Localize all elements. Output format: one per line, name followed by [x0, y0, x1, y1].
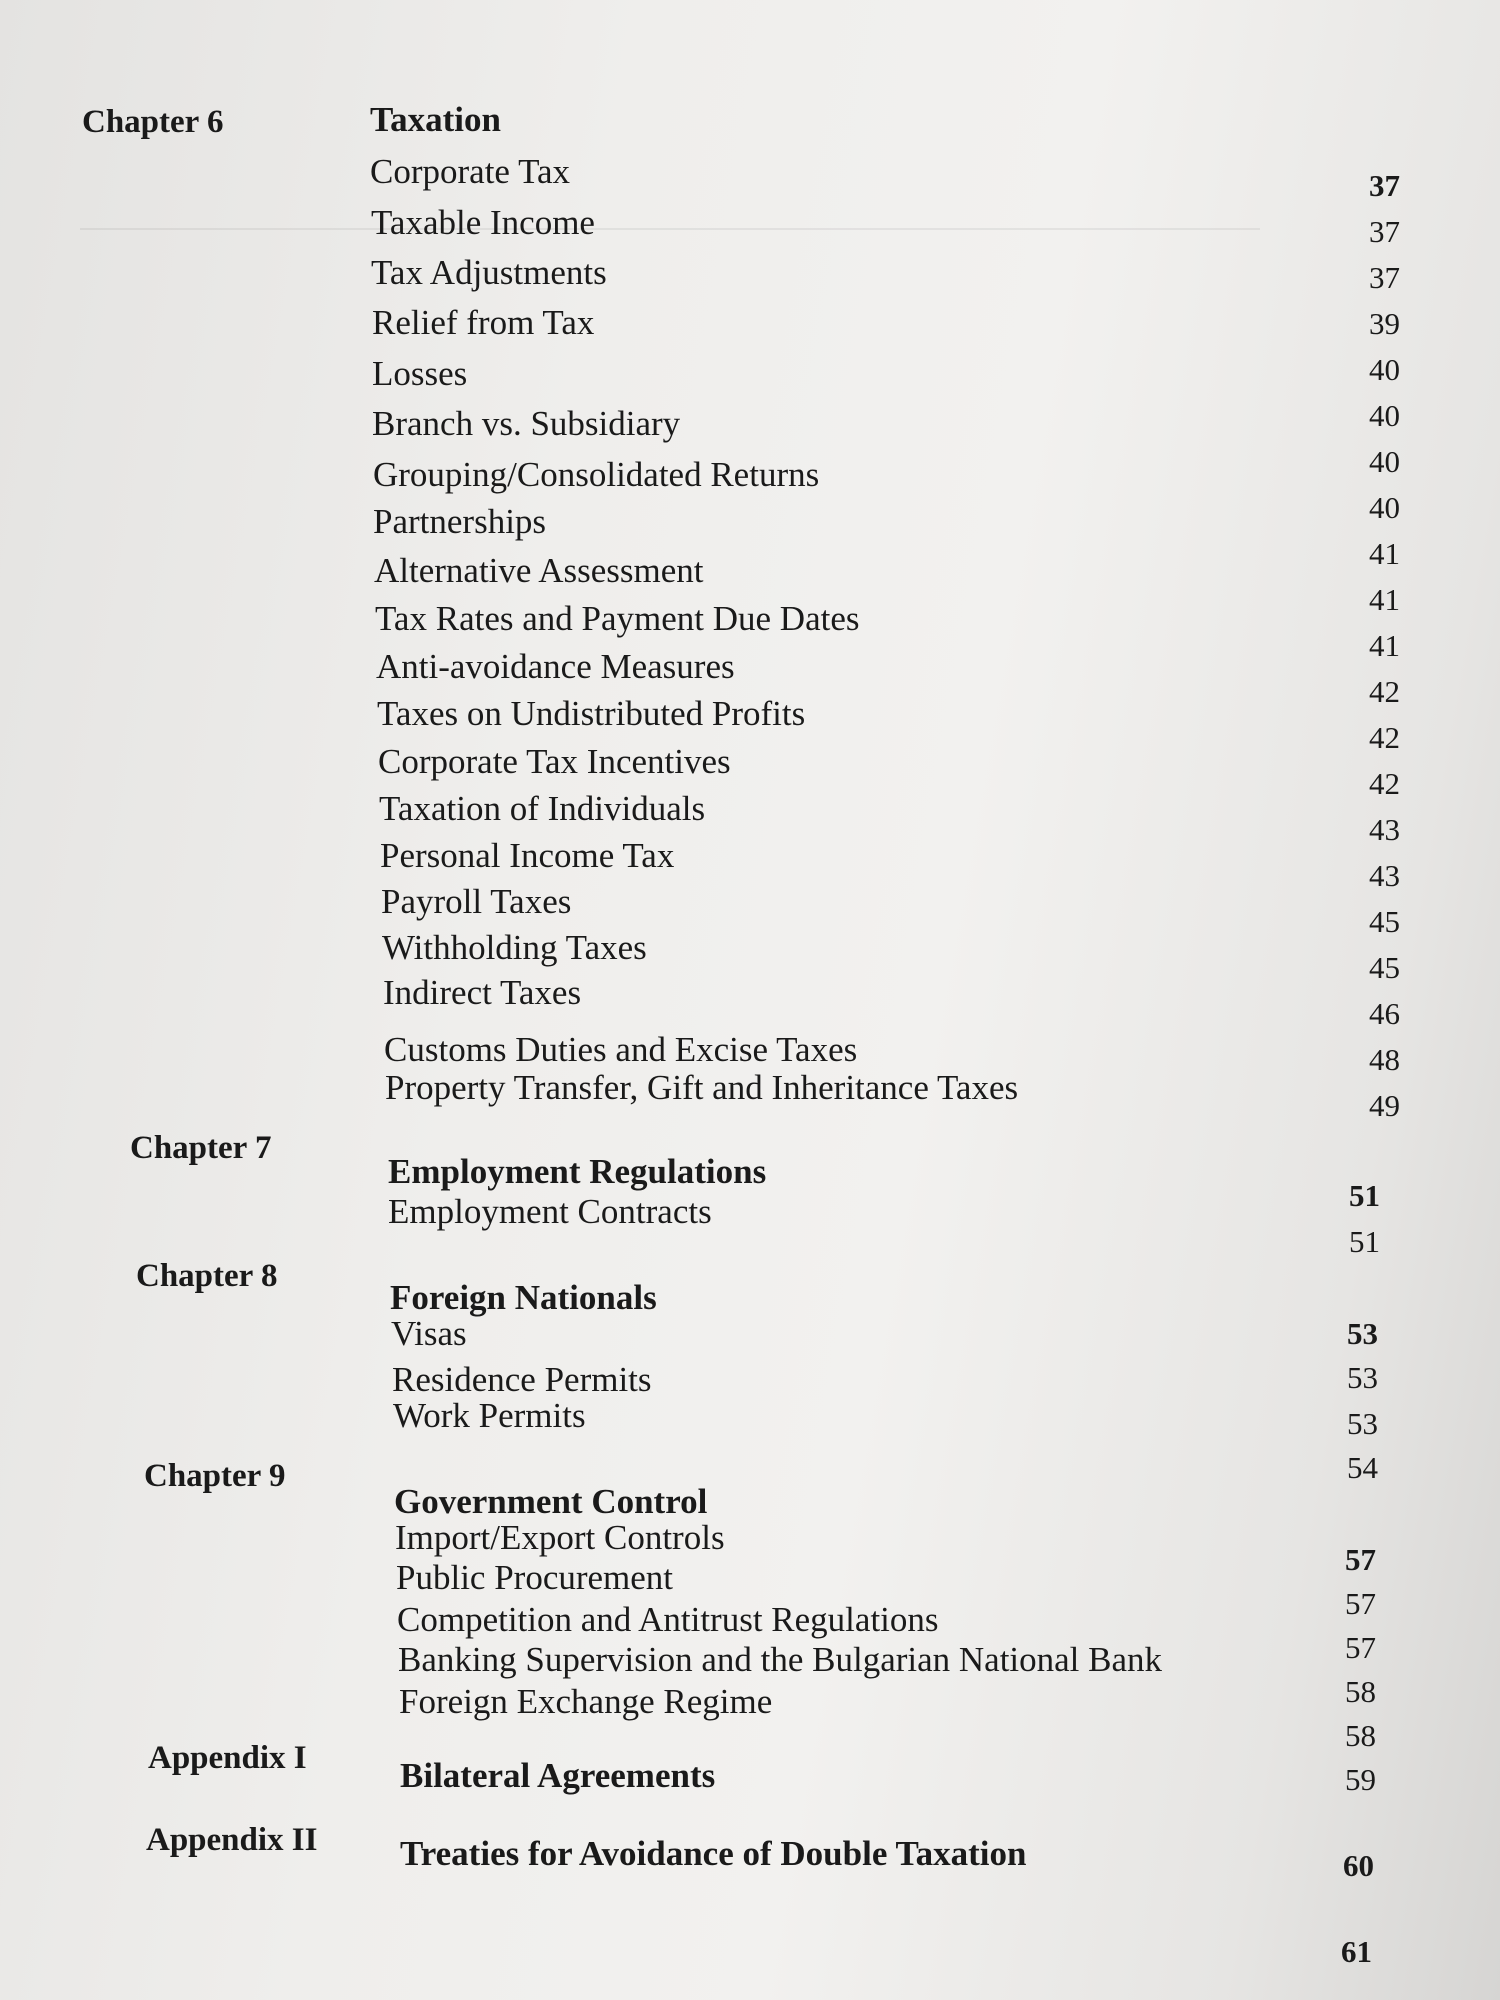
toc-entry: Residence Permits	[392, 1360, 652, 1399]
toc-entry: Taxation of Individuals	[379, 789, 706, 828]
toc-entry: Partnerships	[373, 502, 547, 541]
toc-page-number: 59	[1345, 1762, 1376, 1797]
chapter-label: Chapter 8	[136, 1258, 278, 1294]
toc-entry: Corporate Tax Incentives	[378, 742, 731, 781]
chapter-title-page: 61	[1341, 1934, 1372, 1969]
chapter-title: Employment Regulations	[388, 1152, 767, 1191]
toc-entry: Relief from Tax	[372, 303, 595, 342]
toc-entry: Indirect Taxes	[383, 973, 582, 1012]
toc-entry: Losses	[372, 354, 468, 393]
chapter-label: Chapter 6	[82, 104, 224, 140]
chapter-title-page: 60	[1343, 1848, 1374, 1883]
toc-entry: Competition and Antitrust Regulations	[397, 1600, 939, 1639]
toc-page-number: 43	[1369, 812, 1400, 847]
toc-entry: Foreign Exchange Regime	[399, 1682, 773, 1721]
toc-page-number: 54	[1347, 1450, 1378, 1485]
chapter-title: Government Control	[394, 1482, 708, 1521]
toc-page-number: 53	[1347, 1406, 1378, 1441]
toc-page-number: 46	[1369, 996, 1400, 1031]
toc-page-number: 49	[1369, 1088, 1400, 1123]
toc-page-number: 40	[1369, 398, 1400, 433]
toc-page-number: 41	[1369, 582, 1400, 617]
chapter-label: Appendix II	[146, 1822, 318, 1858]
toc-page-number: 42	[1369, 674, 1400, 709]
toc-page-number: 45	[1369, 950, 1400, 985]
toc-entry: Payroll Taxes	[381, 882, 572, 921]
toc-page-number: 57	[1345, 1586, 1376, 1621]
toc-page-number: 58	[1345, 1718, 1376, 1753]
chapter-label: Chapter 9	[144, 1458, 286, 1494]
toc-entry: Banking Supervision and the Bulgarian National Bank	[398, 1640, 1163, 1679]
toc-entry: Corporate Tax	[370, 152, 571, 191]
toc-page-number: 58	[1345, 1674, 1376, 1709]
chapter-title: Taxation	[370, 100, 501, 139]
toc-page-number: 43	[1369, 858, 1400, 893]
chapter-title: Treaties for Avoidance of Double Taxation	[400, 1834, 1027, 1873]
toc-page-number: 40	[1369, 444, 1400, 479]
toc-entry: Visas	[391, 1314, 467, 1353]
toc-entry: Personal Income Tax	[380, 836, 675, 875]
toc-page-number: 42	[1369, 766, 1400, 801]
toc-page-number: 42	[1369, 720, 1400, 755]
toc-page-number: 39	[1369, 306, 1400, 341]
toc-entry: Alternative Assessment	[374, 551, 704, 590]
toc-entry: Import/Export Controls	[395, 1518, 725, 1557]
show-through-rule	[80, 228, 1260, 230]
chapter-title-page: 51	[1349, 1178, 1380, 1213]
toc-page-number: 45	[1369, 904, 1400, 939]
toc-entry: Public Procurement	[396, 1558, 674, 1597]
toc-entry: Work Permits	[393, 1396, 586, 1435]
toc-page-number: 41	[1369, 536, 1400, 571]
toc-entry: Withholding Taxes	[382, 928, 647, 967]
toc-page-number: 53	[1347, 1360, 1378, 1395]
toc-page-number: 57	[1345, 1630, 1376, 1665]
toc-entry: Tax Adjustments	[371, 253, 607, 292]
toc-page-number: 51	[1349, 1224, 1380, 1259]
toc-entry: Taxable Income	[371, 203, 595, 242]
toc-entry: Tax Rates and Payment Due Dates	[375, 599, 860, 638]
chapter-title-page: 37	[1369, 168, 1400, 203]
toc-page-number: 40	[1369, 352, 1400, 387]
chapter-title: Foreign Nationals	[390, 1278, 657, 1317]
chapter-title-page: 53	[1347, 1316, 1378, 1351]
toc-entry: Anti-avoidance Measures	[376, 647, 735, 686]
toc-entry: Grouping/Consolidated Returns	[373, 455, 820, 494]
chapter-title-page: 57	[1345, 1542, 1376, 1577]
toc-entry: Taxes on Undistributed Profits	[377, 694, 806, 733]
toc-page-number: 37	[1369, 214, 1400, 249]
toc-page-number: 41	[1369, 628, 1400, 663]
toc-entry: Branch vs. Subsidiary	[372, 404, 681, 443]
chapter-label: Appendix I	[148, 1740, 307, 1776]
chapter-label: Chapter 7	[130, 1130, 272, 1166]
chapter-title: Bilateral Agreements	[400, 1756, 716, 1795]
toc-entry: Property Transfer, Gift and Inheritance Taxes	[385, 1068, 1019, 1107]
toc-page-number: 37	[1369, 260, 1400, 295]
toc-page-number: 40	[1369, 490, 1400, 525]
toc-page-number: 48	[1369, 1042, 1400, 1077]
toc-entry: Customs Duties and Excise Taxes	[384, 1030, 858, 1069]
toc-entry: Employment Contracts	[388, 1192, 712, 1231]
